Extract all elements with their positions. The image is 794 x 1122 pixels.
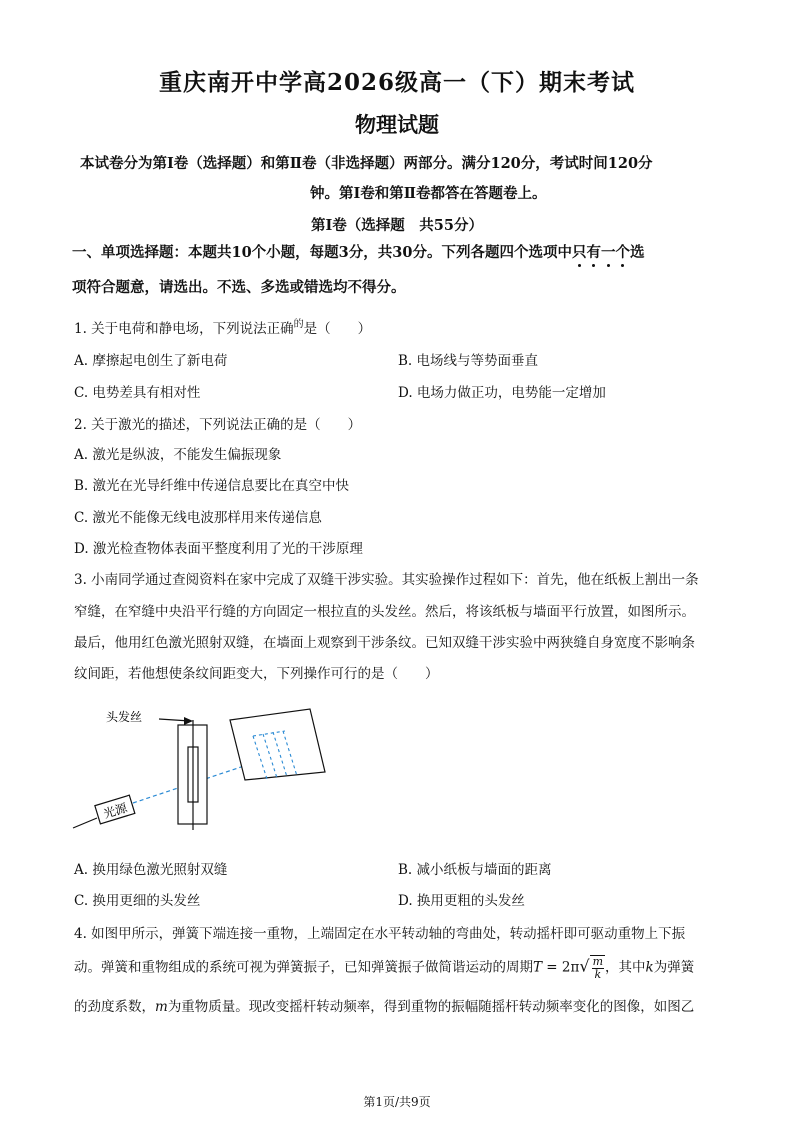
formula-fraction <box>592 956 604 981</box>
page-footer: 第1页/共9页 <box>363 1095 431 1109</box>
q4-stem-line-1: 4. 如图甲所示，弹簧下端连接一重物，上端固定在水平转动轴的弯曲处，转动摇杆即可驱动重物上下振 <box>74 926 686 942</box>
q4-text: ，其中 <box>605 959 646 976</box>
emphasis-char: 只 <box>572 241 587 262</box>
q3-option-d: D. 换用更粗的头发丝 <box>398 893 525 909</box>
formula-radicand <box>590 955 605 981</box>
q2-option-c: C. 激光不能像无线电波那样用来传递信息 <box>74 510 322 526</box>
section-instruction-text: 选 <box>629 244 645 261</box>
q4-stem-line-3 <box>74 995 694 1015</box>
q1-stem-text: 1. 关于电荷和静电场，下列说法正确 <box>74 321 294 337</box>
q4-text: 为重物质量。现改变摇杆转动频率，得到重物的振幅随摇杆转动频率变化的图像，如图乙 <box>167 999 695 1015</box>
subject-title: 物理试题 <box>355 112 439 137</box>
q3-option-a: A. 换用绿色激光照射双缝 <box>74 862 228 878</box>
q3-option-b: B. 减小纸板与墙面的距离 <box>398 862 552 878</box>
intro-line-2: 钟。第Ⅰ卷和第Ⅱ卷都答在答题卷上。 <box>310 185 547 202</box>
hair-pointer-arrow <box>184 717 193 725</box>
wall-screen <box>230 709 325 780</box>
section-instruction-line-2: 项符合题意，请选出。不选、多选或错选均不得分。 <box>72 279 406 296</box>
q4-text: 为弹簧 <box>653 959 695 976</box>
light-source-wire <box>73 818 97 828</box>
q3-stem-line-4: 纹间距，若他想使条纹间距变大，下列操作可行的是（ ） <box>74 666 439 682</box>
emphasis-char: 一 <box>601 241 616 262</box>
q4-text: 动。弹簧和重物组成的系统可视为弹簧振子，已知弹簧振子做简谐运动的周期 <box>74 959 533 976</box>
q4-text: 的劲度系数， <box>74 999 155 1015</box>
q3-stem-line-2: 窄缝，在窄缝中央沿平行缝的方向固定一根拉直的头发丝。然后，将该纸板与墙面平行放置，如图所示。 <box>74 604 695 620</box>
formula-T: T <box>533 959 543 976</box>
part1-heading: 第Ⅰ卷（选择题 共55分） <box>311 217 483 234</box>
q2-option-a: A. 激光是纵波，不能发生偏振现象 <box>74 447 282 463</box>
double-slit-figure <box>70 700 370 840</box>
q1-option-b: B. 电场线与等势面垂直 <box>398 353 539 369</box>
q1-stem-superscript: 的 <box>293 319 304 330</box>
q1-option-c: C. 电势差具有相对性 <box>74 385 201 401</box>
q4-stem-line-2 <box>74 955 694 981</box>
formula-2pi: = 2π <box>542 959 580 976</box>
section-instruction-line-1 <box>72 241 644 262</box>
q3-stem-line-3: 最后，他用红色激光照射双缝，在墙面上观察到干涉条纹。已知双缝干涉实验中两狭缝自身宽度不影响条 <box>74 635 695 651</box>
period-formula <box>533 955 605 981</box>
q2-option-b: B. 激光在光导纤维中传递信息要比在真空中快 <box>74 478 350 494</box>
intro-line-1: 本试卷分为第Ⅰ卷（选择题）和第Ⅱ卷（非选择题）两部分。满分120分，考试时间120分 <box>80 155 653 172</box>
q2-stem: 2. 关于激光的描述，下列说法正确的是（ ） <box>74 417 362 433</box>
q1-stem-text-end: 是（ ） <box>303 321 372 337</box>
formula-denominator: k <box>594 968 602 981</box>
section-instruction-text: 一、单项选择题：本题共10个小题，每题3分，共30分。下列各题四个选项中 <box>72 244 572 261</box>
hair-label: 头发丝 <box>106 710 143 724</box>
q1-option-d: D. 电场力做正功，电势能一定增加 <box>398 385 606 401</box>
formula-numerator: m <box>592 955 604 968</box>
q3-stem-line-1: 3. 小南同学通过查阅资料在家中完成了双缝干涉实验。其实验操作过程如下：首先，他在纸板上割出一条 <box>74 572 699 588</box>
q4-var-m: m <box>155 999 168 1015</box>
q1-stem <box>74 317 371 337</box>
q3-option-c: C. 换用更细的头发丝 <box>74 893 201 909</box>
sqrt-icon: √ <box>579 956 590 976</box>
emphasis-char: 个 <box>615 241 630 262</box>
emphasis-char: 有 <box>586 241 601 262</box>
q4-var-k: k <box>645 959 654 976</box>
exam-title: 重庆南开中学高2026级高一（下）期末考试 <box>158 69 635 96</box>
q1-option-a: A. 摩擦起电创生了新电荷 <box>74 353 228 369</box>
q2-option-d: D. 激光检查物体表面平整度利用了光的干涉原理 <box>74 541 363 557</box>
light-source-label: 光源 <box>101 800 129 822</box>
